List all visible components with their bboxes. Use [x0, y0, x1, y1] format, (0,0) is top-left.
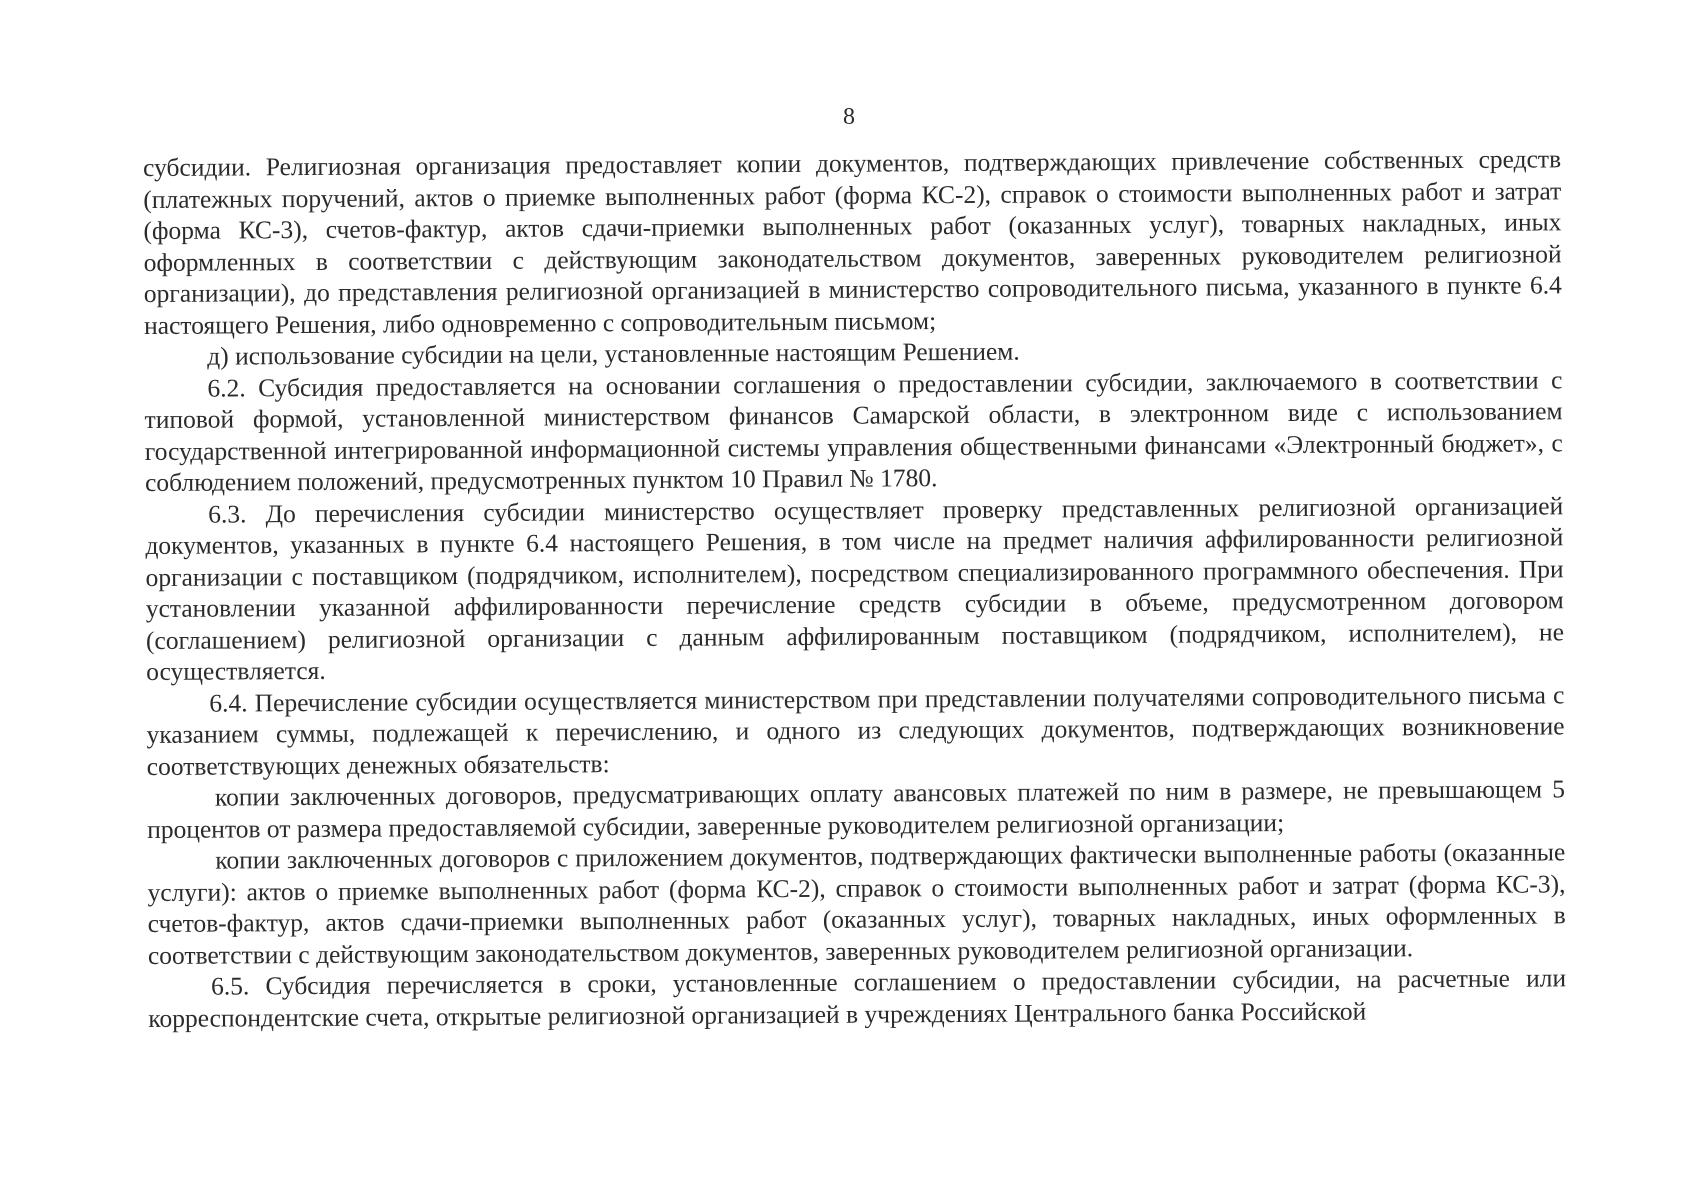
page-number: 8 [843, 104, 855, 130]
paragraph-6-2: 6.2. Субсидия предоставляется на основании соглашения о предоставлении субсидии, заключаемого в соответствии с типовой формой, установленной министерством финансов Самарской области, в электронном виде с использованием государственной интегрированной информационной системы управления общественными финансами «Электронный бюджет», с соблюдением положений, предусмотренных пунктом 10 Правил № 1780. [144, 364, 1563, 497]
paragraph-item-d: д) использование субсидии на цели, установленные настоящим Решением. [207, 336, 1020, 371]
paragraph-6-4: 6.4. Перечисление субсидии осуществляется министерством при представлении получателями сопроводительного письма с указанием суммы, подлежащей к перечислению, и одного из следующих документов, подтверждающих возникновение соответствующих денежных обязательств: [146, 679, 1565, 781]
paragraph-6-3: 6.3. До перечисления субсидии министерство осуществляет проверку представленных религиозной организацией документов, указанных в пункте 6.4 настоящего Решения, в том числе на предмет наличия аффилированности религиозной организации с поставщиком (подрядчиком, исполнителем), посредством специализированного программного обеспечения. При установлении указанной аффилированности перечисление средств субсидии в объеме, предусмотренном договором (соглашением) религиозной организации с данным аффилированным поставщиком (подрядчиком, исполнителем), не осуществляется. [145, 490, 1565, 686]
paragraph-completed-work-contracts: копии заключенных договоров с приложением документов, подтверждающих фактически выполненные работы (оказанные услуги): актов о приемке выполненных работ (форма КС-2), справок о стоимости выполненных работ и затрат (форма КС-3), счетов-фактур, актов сдачи-приемки выполненных работ (оказанных услуг), товарных накладных, иных оформленных в соответствии с действующим законодательством документов, заверенных руководителем религиозной организации. [147, 837, 1566, 970]
paragraph-continuation: субсидии. Религиозная организация предоставляет копии документов, подтверждающих привлечение собственных средств (платежных поручений, актов о приемке выполненных работ (форма КС-2), справок о стоимости выполненных работ и затрат (форма КС-3), счетов-фактур, актов сдачи-приемки выполненных работ (оказанных услуг), товарных накладных, иных оформленных в соответствии с действующим законодательством документов, заверенных руководителем религиозной организации), до представления религиозной организацией в министерство сопроводительного письма, указанного в пункте 6.4 настоящего Решения, либо одновременно с сопроводительным письмом; [143, 144, 1562, 340]
document-body [143, 143, 1566, 1034]
paragraph-advance-contracts: копии заключенных договоров, предусматривающих оплату авансовых платежей по ним в размере, не превышающем 5 процентов от размера предоставляемой субсидии, заверенные руководителем религиозной организации; [147, 774, 1566, 844]
paragraph-6-5: 6.5. Субсидия перечисляется в сроки, установленные соглашением о предоставлении субсидии, на расчетные или корреспондентские счета, открытые религиозной организацией в учреждениях Центрального банка Российской [148, 963, 1567, 1033]
